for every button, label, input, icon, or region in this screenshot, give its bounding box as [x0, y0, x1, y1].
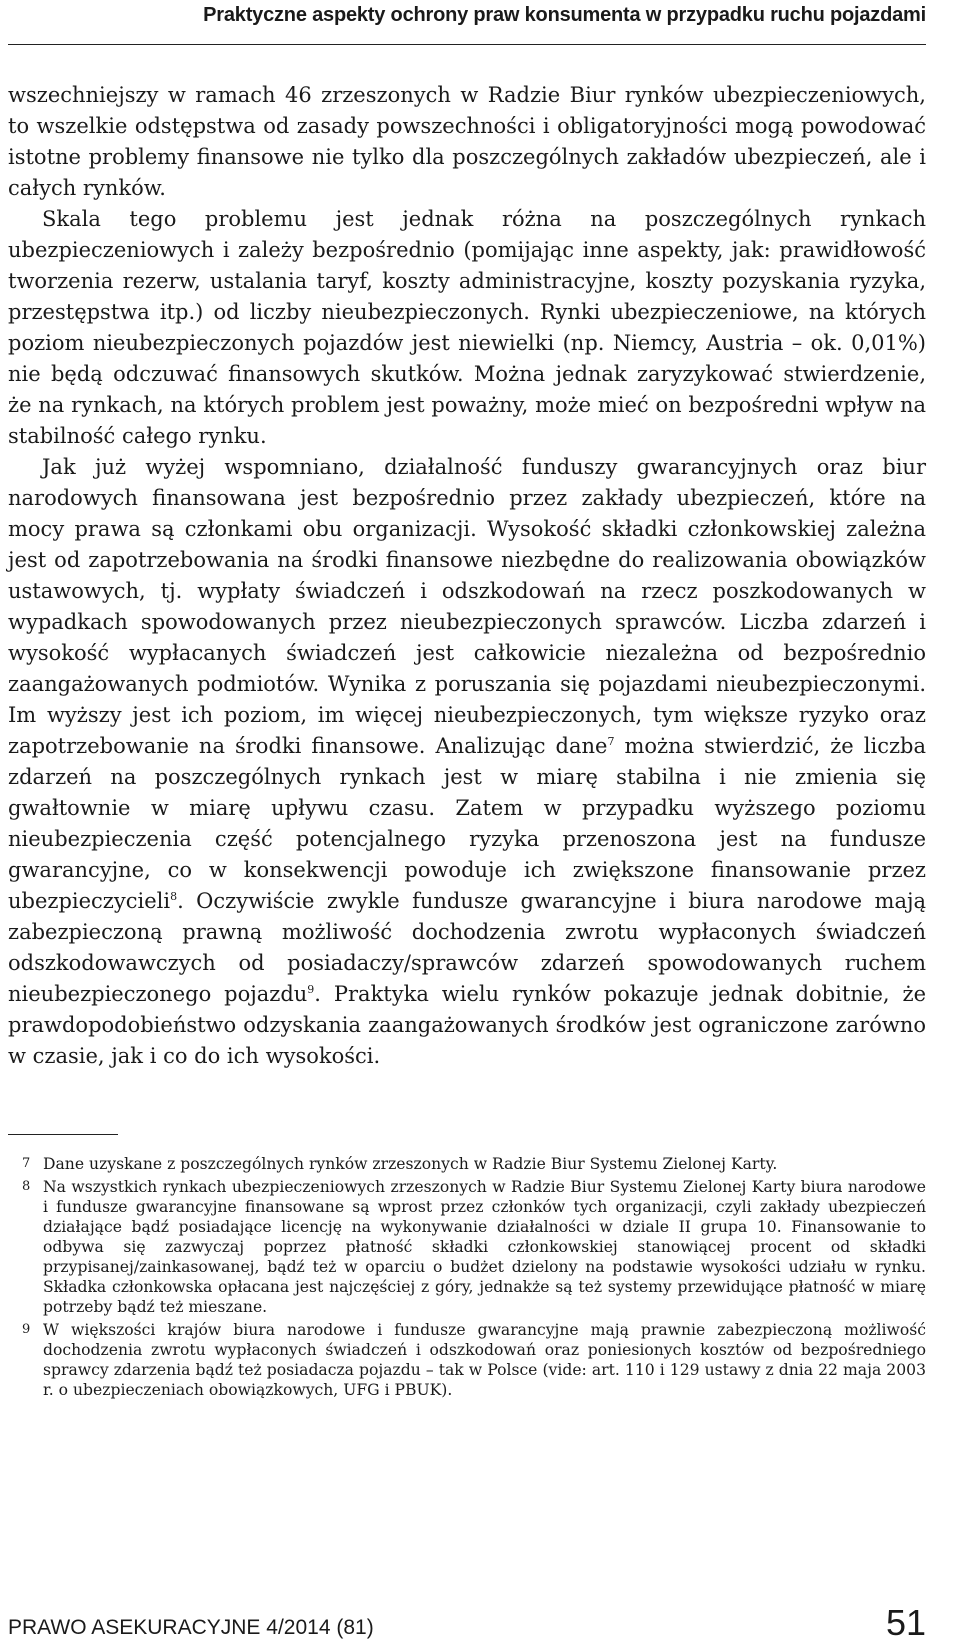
- page-number: 51: [885, 1602, 926, 1643]
- footnote-ref-9[interactable]: 9: [307, 983, 315, 996]
- running-footer: [8, 1600, 926, 1644]
- running-header: [8, 0, 926, 45]
- paragraph-3-text-d: . Praktyka wielu rynków pokazuje jednak dobitnie, że prawdopodobieństwo odzyskania zaangażowanych środków jest ograniczone zarówno w czasie, jak i co do ich wysokości.: [8, 982, 927, 1068]
- footnote-number: 7: [22, 1156, 31, 1171]
- paragraph-3-text-c: . Oczywiście zwykle fundusze gwarancyjne i biura narodowe mają zabezpieczoną prawną możliwość dochodzenia zwrotu wypłaconych świadczeń odszkodowawczych od posiadaczy/sprawców zdarzeń spowodowanych ruchem nieubezpieczonego pojazdu: [8, 889, 926, 1006]
- footnotes: [8, 1154, 926, 1403]
- paragraph-3: [8, 452, 926, 1072]
- paragraph-2-text: Skala tego problemu jest jednak różna na poszczególnych rynkach ubezpieczeniowych i zależy bezpośrednio (pomijając inne aspekty, jak: prawidłowość tworzenia rezerw, ustalania taryf, koszty administracyjne, koszty pozyskania ryzyka, przestępstwa itp.) od liczby nieubezpieczonych. Rynki ubezpieczeniowe, na których poziom nieubezpieczonych pojazdów jest niewielki (np. Niemcy, Austria – ok. 0,01%) nie będą odczuwać finansowych skutków. Można jednak zaryzykować stwierdzenie, że na rynkach, na których problem jest poważny, może mieć on bezpośredni wpływ na stabilność całego rynku.: [8, 207, 926, 448]
- footnote-text: Na wszystkich rynkach ubezpieczeniowych zrzeszonych w Radzie Biur Systemu Zielonej Karty biura narodowe i fundusze gwarancyjne finansowane są wprost przez członków tych organizacji, czyli zakłady ubezpieczeń działające bądź posiadające licencję na wykonywanie działalności w dziale II grupa 10. Finansowanie to odbywa się zazwyczaj poprzez płatność składki członkowskiej stanowiącej procent od składki przypisanej/zainkasowanej, bądź też w oparciu o budżet dzielony na podstawie wysokości udziału w rynku. Składka członkowska opłacana jest najczęściej z góry, jednakże są też systemy przewidujące płatność w miarę potrzeby bądź też mieszane.: [43, 1178, 926, 1316]
- paragraph-3-text-a: Jak już wyżej wspomniano, działalność funduszy gwarancyjnych oraz biur narodowych finansowana jest bezpośrednio przez zakłady ubezpieczeń, które na mocy prawa są członkami obu organizacji. Wysokość składki członkowskiej zależna jest od zapotrzebowania na środki finansowe niezbędne do realizowania obowiązków ustawowych, tj. wypłaty świadczeń i odszkodowań na rzecz poszkodowanych w wypadkach spowodowanych przez nieubezpieczonych sprawców. Liczba zdarzeń i wysokość wypłacanych świadczeń jest całkowicie niezależna od bezpośrednio zaangażowanych podmiotów. Wynika z poruszania się pojazdami nieubezpieczonymi. Im wyższy jest ich poziom, im więcej nieubezpieczonych, tym większe ryzyko oraz zapotrzebowanie na środki finansowe. Analizując dane: [8, 455, 926, 758]
- running-header-title: Praktyczne aspekty ochrony praw konsumenta w przypadku ruchu pojazdami: [203, 4, 926, 26]
- footnote-7: [8, 1154, 926, 1174]
- paragraph-2: [8, 204, 926, 452]
- footnote-number: 8: [22, 1179, 31, 1194]
- paragraph-3-text-b: można stwierdzić, że liczba zdarzeń na poszczególnych rynkach jest w miarę stabilna i nie zmienia się gwałtownie w miarę upływu czasu. Zatem w przypadku wyższego poziomu nieubezpieczenia część potencjalnego ryzyka przenoszona jest na fundusze gwarancyjne, co w konsekwencji powoduje ich zwiększone finansowanie przez ubezpieczycieli: [8, 734, 926, 913]
- article-body: [8, 80, 926, 1072]
- footnote-text: W większości krajów biura narodowe i fundusze gwarancyjne mają prawnie zabezpieczoną możliwość dochodzenia zwrotu wypłaconych świadczeń i odszkodowań oraz poniesionych kosztów od bezpośredniego sprawcy zdarzenia bądź też posiadacza pojazdu – tak w Polsce (vide: art. 110 i 129 ustawy z dnia 22 maja 2003 r. o ubezpieczeniach obowiązkowych, UFG i PBUK).: [43, 1321, 926, 1399]
- footnote-number: 9: [22, 1322, 31, 1337]
- footnote-separator: [8, 1134, 118, 1135]
- paragraph-1-text: wszechniejszy w ramach 46 zrzeszonych w Radzie Biur rynków ubezpieczeniowych, to wszelkie odstępstwa od zasady powszechności i obligatoryjności mogą powodować istotne problemy finansowe nie tylko dla poszczególnych zakładów ubezpieczeń, ale i całych rynków.: [8, 83, 926, 200]
- footnote-ref-7[interactable]: 7: [607, 735, 615, 748]
- paragraph-1: [8, 80, 926, 204]
- footnote-9: [8, 1320, 926, 1400]
- journal-name: PRAWO ASEKURACYJNE 4/2014 (81): [8, 1616, 374, 1639]
- footnote-ref-8[interactable]: 8: [170, 890, 178, 903]
- footnote-8: [8, 1177, 926, 1317]
- footnote-text: Dane uzyskane z poszczególnych rynków zrzeszonych w Radzie Biur Systemu Zielonej Karty.: [43, 1155, 778, 1173]
